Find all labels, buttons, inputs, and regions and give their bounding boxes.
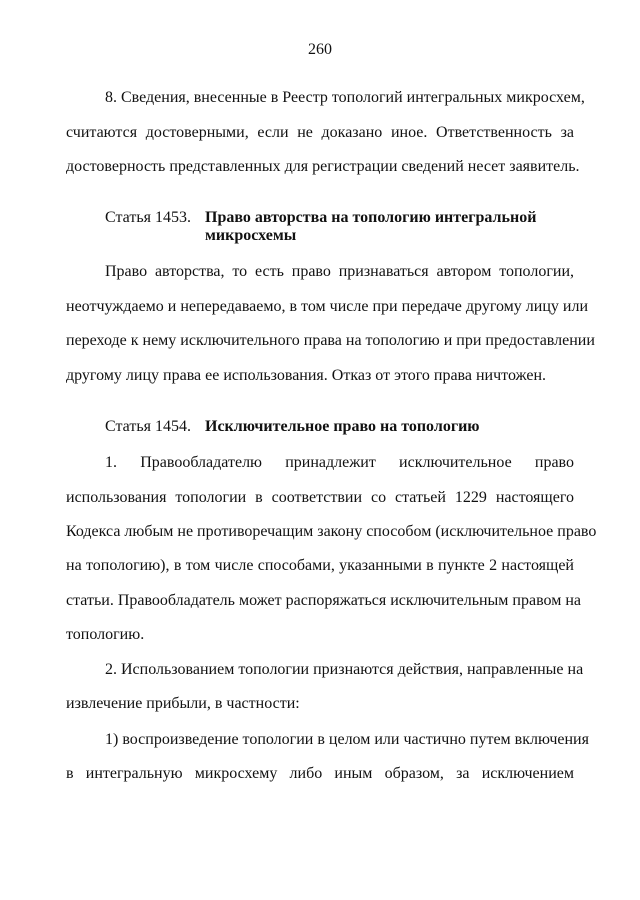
article-1454-p1-line: Кодекса любым не противоречащим закону способом (исключительное право (66, 523, 597, 540)
article-1454-p1-line: статьи. Правообладатель может распоряжаться исключительным правом на (66, 592, 582, 609)
article-1454-p1-line: использования топологии в соответствии со статьей 1229 настоящего (66, 489, 574, 506)
article-1454-p1-line: топологию. (66, 626, 145, 643)
article-1453-text-line: переходе к нему исключительного права на топологию и при предоставлении (66, 332, 595, 349)
paragraph-8-line: достоверность представленных для регистрации сведений несет заявитель. (66, 158, 580, 175)
article-1453-text-line: Право авторства, то есть право признаваться автором топологии, (105, 263, 574, 280)
article-1453-text-line: неотчуждаемо и непередаваемо, в том числе при передаче другому лицу или (66, 298, 589, 315)
article-1454-p3-line: в интегральную микросхему либо иным образом, за исключением (66, 765, 574, 782)
article-1454-p2-line: извлечение прибыли, в частности: (66, 695, 300, 712)
article-title: Исключительное право на топологию (205, 418, 480, 435)
article-number: Статья 1454. (105, 418, 191, 435)
paragraph-8-line: считаются достоверными, если не доказано иное. Ответственность за (66, 124, 574, 141)
article-1454-p2-line: 2. Использованием топологии признаются действия, направленные на (105, 661, 584, 678)
article-number: Статья 1453. (105, 209, 191, 226)
article-title: микросхемы (205, 227, 297, 244)
paragraph-8-line: 8. Сведения, внесенные в Реестр топологий интегральных микросхем, (105, 89, 585, 106)
article-1454-p1-line: 1. Правообладателю принадлежит исключительное право (105, 454, 574, 471)
page-number: 260 (308, 41, 332, 58)
article-1453-text-line: другому лицу права ее использования. Отказ от этого права ничтожен. (66, 367, 547, 384)
article-1454-p3-line: 1) воспроизведение топологии в целом или частично путем включения (105, 731, 589, 748)
article-1454-p1-line: на топологию), в том числе способами, указанными в пункте 2 настоящей (66, 557, 574, 574)
article-title: Право авторства на топологию интегральной (205, 209, 537, 226)
